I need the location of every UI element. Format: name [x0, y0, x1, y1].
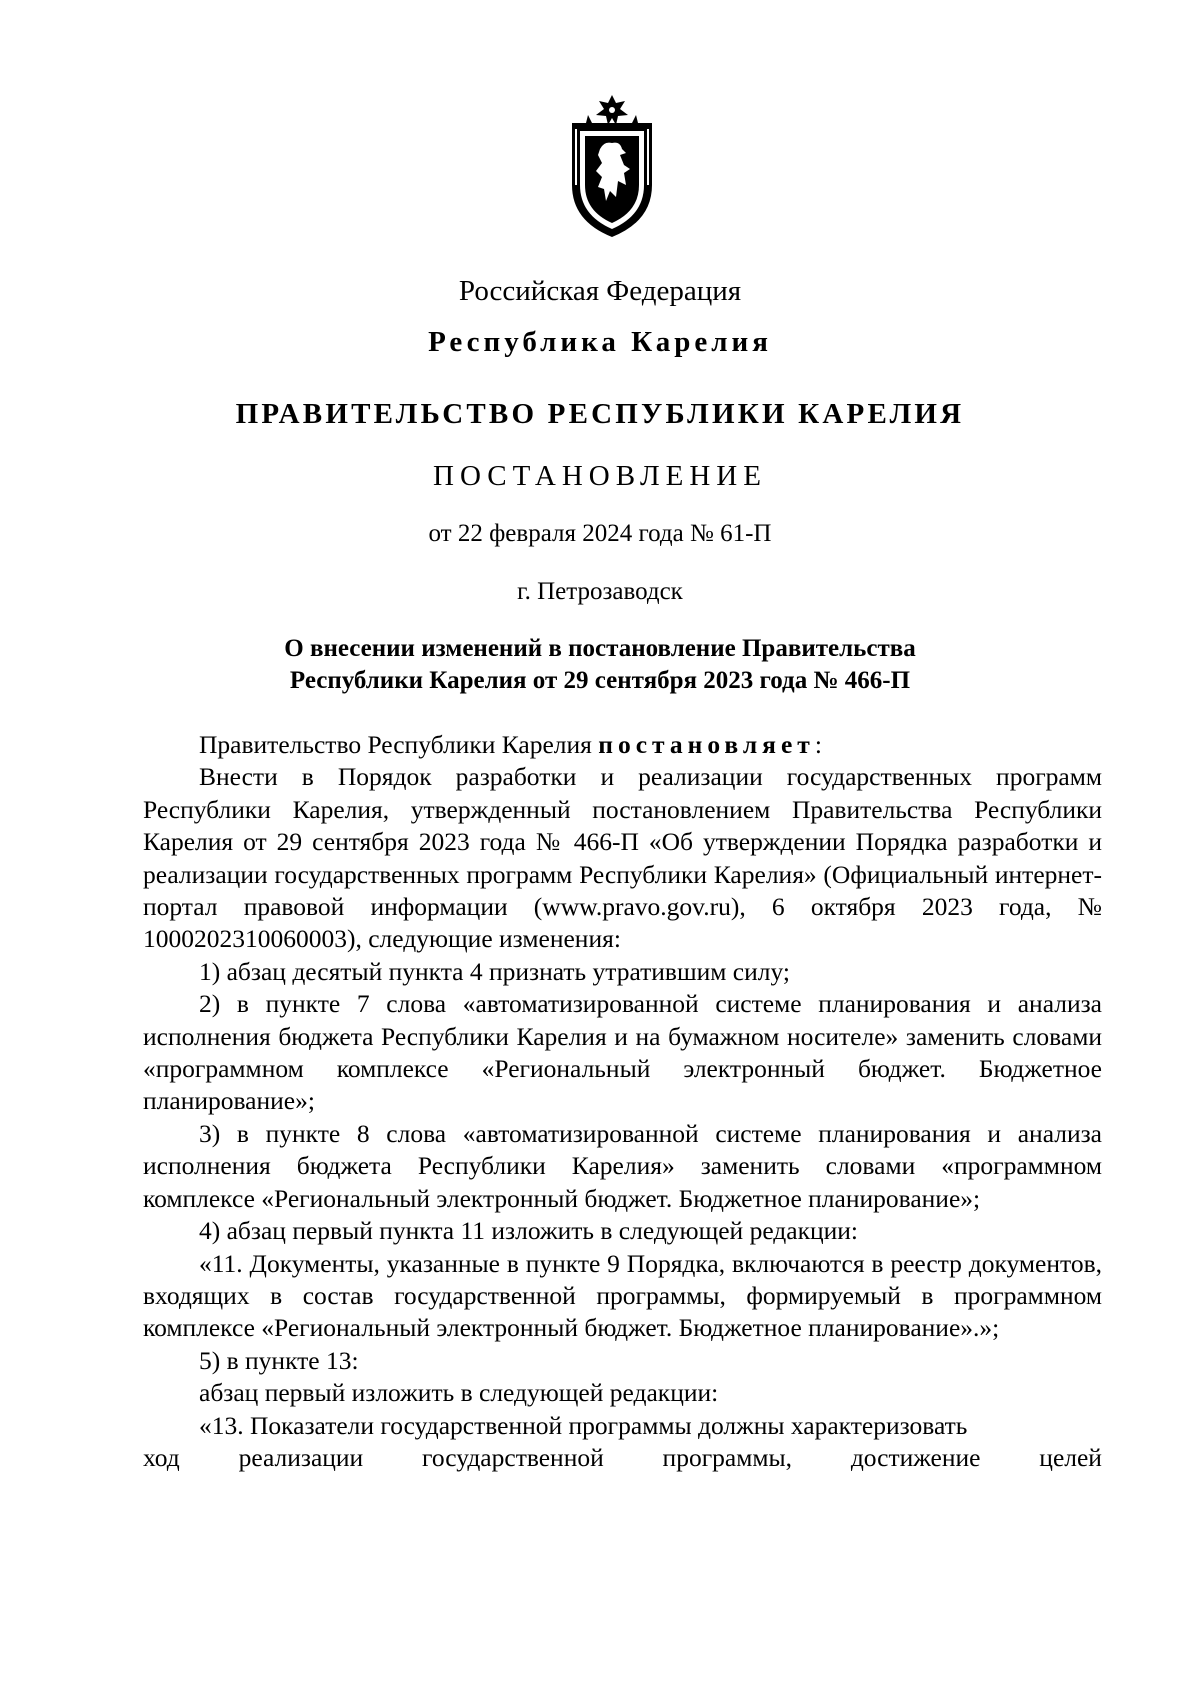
intro-decides: постановляет — [598, 730, 815, 759]
republic-name: Республика Карелия — [428, 326, 772, 358]
word: достижение — [850, 1442, 981, 1472]
main-paragraph: Внести в Порядок разработки и реализации государственных программ Республики Карелия, утвержденный постановлением Правительства Республики Карелия от 29 сентября 2023 года № 466-П «Об утверждении Порядка разработки и реализации государственных программ Республики Карелия» (Официальный интернет-портал правовой информации (www.pravo.gov.ru), 6 октября 2023 года, № 1000202310060003), следующие изменения: — [143, 762, 1102, 954]
document-type: ПОСТАНОВЛЕНИЕ — [433, 460, 767, 492]
item-4: 4) абзац первый пункта 11 изложить в следующей редакции: — [199, 1216, 859, 1246]
subject-line-1: О внесении изменений в постановление Правительства — [284, 635, 916, 662]
document-city: г. Петрозаводск — [517, 578, 683, 605]
subject-line-2: Республики Карелия от 29 сентября 2023 года № 466-П — [289, 667, 911, 694]
item-3: 3) в пункте 8 слова «автоматизированной системе планирования и анализа исполнения бюджета Республики Карелия» заменить словами «программном комплексе «Региональный электронный бюджет. Бюджетное планирование»; — [143, 1118, 1102, 1213]
item-4-text: «11. Документы, указанные в пункте 9 Порядка, включаются в реестр документов, входящих в состав государственной программы, формируемый в программном комплексе «Региональный электронный бюджет. Бюджетное планирование».»; — [143, 1248, 1102, 1343]
item-5-subparagraph: абзац первый изложить в следующей редакции: — [199, 1378, 719, 1408]
item-5-continuation — [143, 1442, 1102, 1474]
country-name: Российская Федерация — [458, 275, 742, 307]
word: программы, — [662, 1442, 793, 1472]
document-subject — [0, 633, 1200, 697]
word: государственной — [422, 1442, 604, 1472]
karelia-coat-of-arms-icon — [566, 93, 658, 240]
intro-colon: : — [814, 730, 822, 759]
item-2: 2) в пункте 7 слова «автоматизированной системе планирования и анализа исполнения бюджета Республики Карелия и на бумажном носителе» заменить словами «программном комплексе «Региональный электронный бюджет. Бюджетное планирование»; — [143, 989, 1102, 1116]
government-name: ПРАВИТЕЛЬСТВО РЕСПУБЛИКИ КАРЕЛИЯ — [235, 398, 965, 430]
item-5: 5) в пункте 13: — [199, 1345, 359, 1375]
word: целей — [1039, 1442, 1102, 1472]
item-5-text: «13. Показатели государственной программы должны характеризовать — [199, 1410, 968, 1440]
document-date-number: от 22 февраля 2024 года № 61-П — [428, 520, 772, 547]
word: ход — [143, 1442, 180, 1472]
intro-paragraph — [143, 729, 1102, 761]
intro-lead: Правительство Республики Карелия — [199, 730, 599, 759]
word: реализации — [238, 1442, 364, 1472]
document-body — [143, 729, 1102, 1474]
item-1: 1) абзац десятый пункта 4 признать утратившим силу; — [199, 956, 790, 986]
